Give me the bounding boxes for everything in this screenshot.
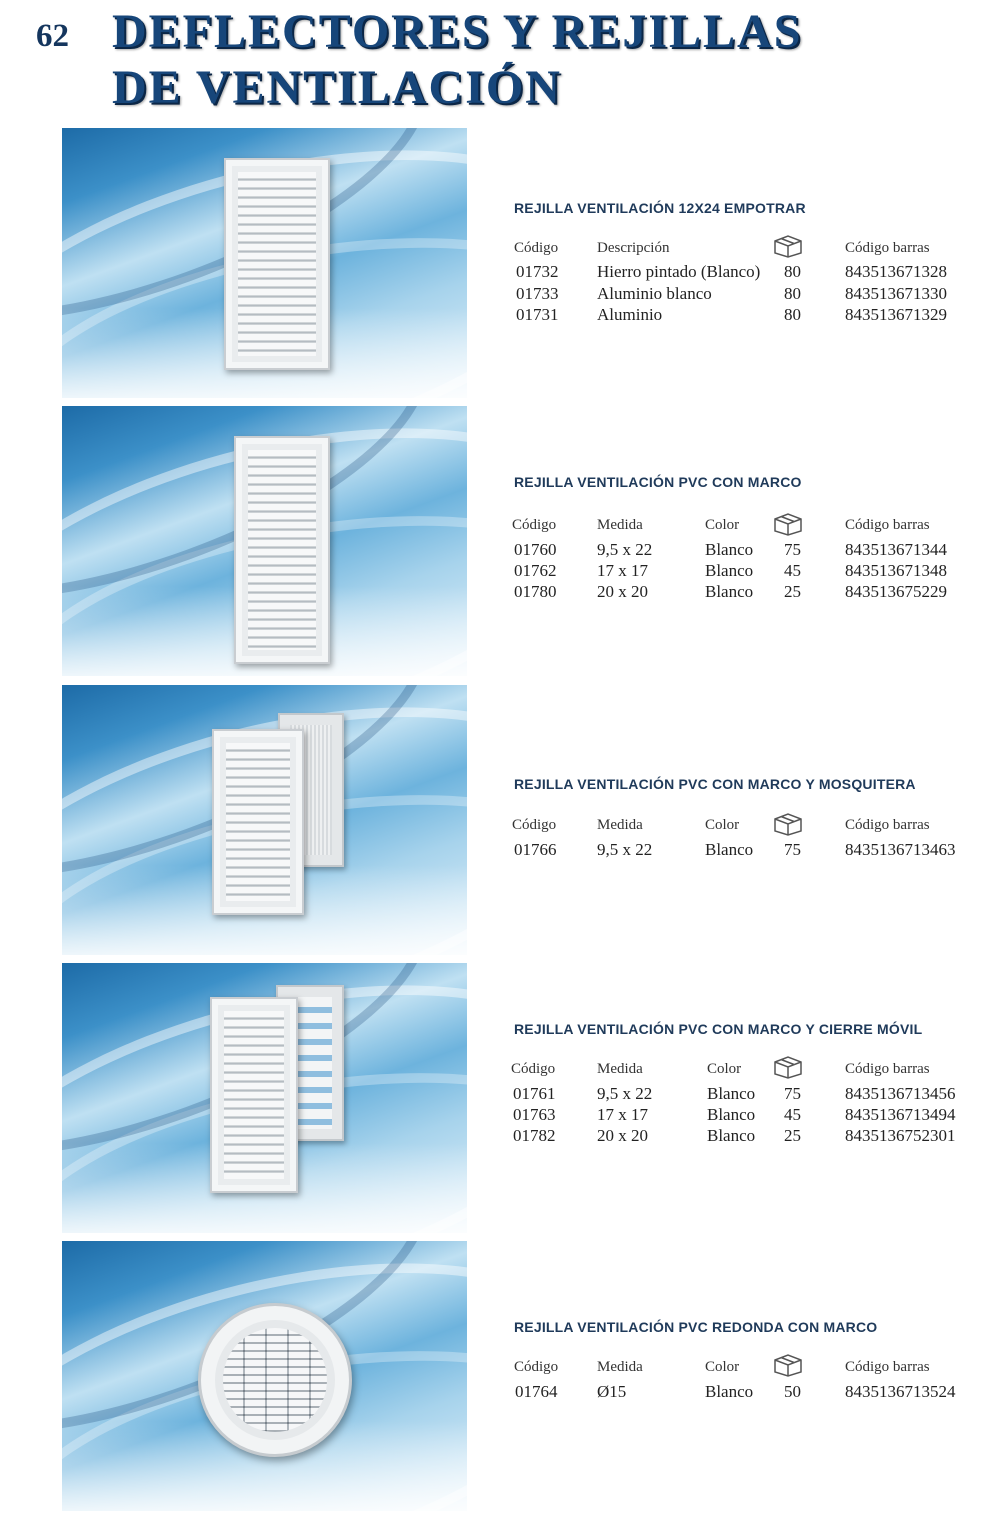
- product-title: REJILLA VENTILACIÓN 12X24 EMPOTRAR: [514, 200, 806, 216]
- header-barcode: Código barras: [845, 1359, 930, 1375]
- vent-grille-image: [234, 436, 330, 664]
- header-size: Medida: [597, 1359, 643, 1375]
- row-qty: 45: [784, 1105, 801, 1124]
- header-color: Color: [707, 1061, 742, 1077]
- box-package-icon: [772, 1353, 804, 1377]
- row-color: Blanco: [705, 840, 754, 859]
- row-color: Blanco: [705, 1382, 754, 1401]
- row-qty: 25: [784, 1126, 801, 1145]
- header-barcode: Código barras: [845, 817, 930, 833]
- row-size: 9,5 x 22: [597, 540, 653, 559]
- box-package-icon: [772, 1055, 804, 1079]
- row-size: Ø15: [597, 1382, 627, 1401]
- page-title-line-2: DE VENTILACIÓN: [112, 61, 562, 114]
- row-code: 01761: [513, 1084, 556, 1103]
- product-photo-pvc-framed-grille: [62, 406, 467, 676]
- product-photo-grille-with-mosquito-net: [62, 685, 467, 955]
- product-section-3: [62, 685, 982, 955]
- row-barcode: 8435136713494: [845, 1105, 956, 1124]
- row-description: Hierro pintado (Blanco): [597, 262, 761, 281]
- row-barcode: 843513671330: [845, 284, 947, 303]
- header-barcode: Código barras: [845, 240, 930, 256]
- page-title-line-1: DEFLECTORES Y REJILLAS: [112, 5, 803, 58]
- row-qty: 75: [784, 540, 801, 559]
- row-barcode: 8435136752301: [845, 1126, 956, 1145]
- row-qty: 25: [784, 582, 801, 601]
- row-barcode: 8435136713456: [845, 1084, 956, 1103]
- product-photo-recessed-grille: [62, 128, 467, 398]
- row-code: 01766: [514, 840, 557, 859]
- header-code: Código: [514, 1359, 559, 1375]
- row-color: Blanco: [707, 1084, 756, 1103]
- row-code: 01732: [516, 262, 559, 281]
- row-description: Aluminio: [597, 305, 663, 324]
- row-description: Aluminio blanco: [597, 284, 712, 303]
- row-color: Blanco: [705, 561, 754, 580]
- vent-grille-image: [212, 729, 304, 915]
- product-section-2: [62, 406, 982, 676]
- row-qty: 75: [784, 840, 801, 859]
- row-code: 01764: [515, 1382, 558, 1401]
- row-size: 20 x 20: [597, 1126, 648, 1145]
- header-barcode: Código barras: [845, 1061, 930, 1077]
- row-qty: 80: [784, 262, 801, 281]
- row-size: 20 x 20: [597, 582, 648, 601]
- row-barcode: 843513671344: [845, 540, 947, 559]
- row-barcode: 843513671328: [845, 262, 947, 281]
- row-barcode: 843513675229: [845, 582, 947, 601]
- product-section-5: [62, 1241, 982, 1511]
- row-color: Blanco: [705, 540, 754, 559]
- row-code: 01763: [513, 1105, 556, 1124]
- header-code: Código: [512, 517, 557, 533]
- row-color: Blanco: [705, 582, 754, 601]
- product-title: REJILLA VENTILACIÓN PVC CON MARCO Y CIERRE MÓVIL: [514, 1021, 923, 1037]
- box-package-icon: [772, 512, 804, 536]
- header-code: Código: [514, 240, 559, 256]
- header-code: Código: [512, 817, 557, 833]
- row-code: 01760: [514, 540, 557, 559]
- row-code: 01780: [514, 582, 557, 601]
- row-color: Blanco: [707, 1126, 756, 1145]
- row-code: 01733: [516, 284, 559, 303]
- row-qty: 50: [784, 1382, 801, 1401]
- row-color: Blanco: [707, 1105, 756, 1124]
- row-size: 17 x 17: [597, 1105, 648, 1124]
- row-size: 9,5 x 22: [597, 840, 653, 859]
- product-photo-grille-with-movable-shutter: [62, 963, 467, 1233]
- header-description: Descripción: [597, 240, 670, 256]
- page-title: [112, 4, 992, 116]
- header-size: Medida: [597, 817, 643, 833]
- product-title: REJILLA VENTILACIÓN PVC REDONDA CON MARCO: [514, 1319, 878, 1335]
- row-code: 01731: [516, 305, 559, 324]
- header-color: Color: [705, 517, 740, 533]
- box-package-icon: [772, 234, 804, 258]
- header-code: Código: [511, 1061, 556, 1077]
- row-barcode: 8435136713524: [845, 1382, 956, 1401]
- header-size: Medida: [597, 1061, 643, 1077]
- product-section-1: [62, 128, 982, 398]
- row-code: 01782: [513, 1126, 556, 1145]
- product-title: REJILLA VENTILACIÓN PVC CON MARCO: [514, 474, 802, 490]
- row-qty: 80: [784, 305, 801, 324]
- box-package-icon: [772, 812, 804, 836]
- row-qty: 45: [784, 561, 801, 580]
- vent-grille-image: [224, 158, 330, 370]
- product-photo-round-grille: [62, 1241, 467, 1511]
- header-size: Medida: [597, 517, 643, 533]
- round-vent-grille-image: [198, 1303, 352, 1457]
- row-size: 17 x 17: [597, 561, 648, 580]
- row-size: 9,5 x 22: [597, 1084, 653, 1103]
- row-code: 01762: [514, 561, 557, 580]
- product-title: REJILLA VENTILACIÓN PVC CON MARCO Y MOSQUITERA: [514, 776, 916, 792]
- row-barcode: 843513671329: [845, 305, 947, 324]
- row-qty: 80: [784, 284, 801, 303]
- row-barcode: 8435136713463: [845, 840, 956, 859]
- page-number: 62: [36, 18, 69, 54]
- header-color: Color: [705, 1359, 740, 1375]
- product-section-4: [62, 963, 982, 1233]
- row-qty: 75: [784, 1084, 801, 1103]
- row-barcode: 843513671348: [845, 561, 947, 580]
- vent-grille-image: [210, 997, 298, 1193]
- header-barcode: Código barras: [845, 517, 930, 533]
- header-color: Color: [705, 817, 740, 833]
